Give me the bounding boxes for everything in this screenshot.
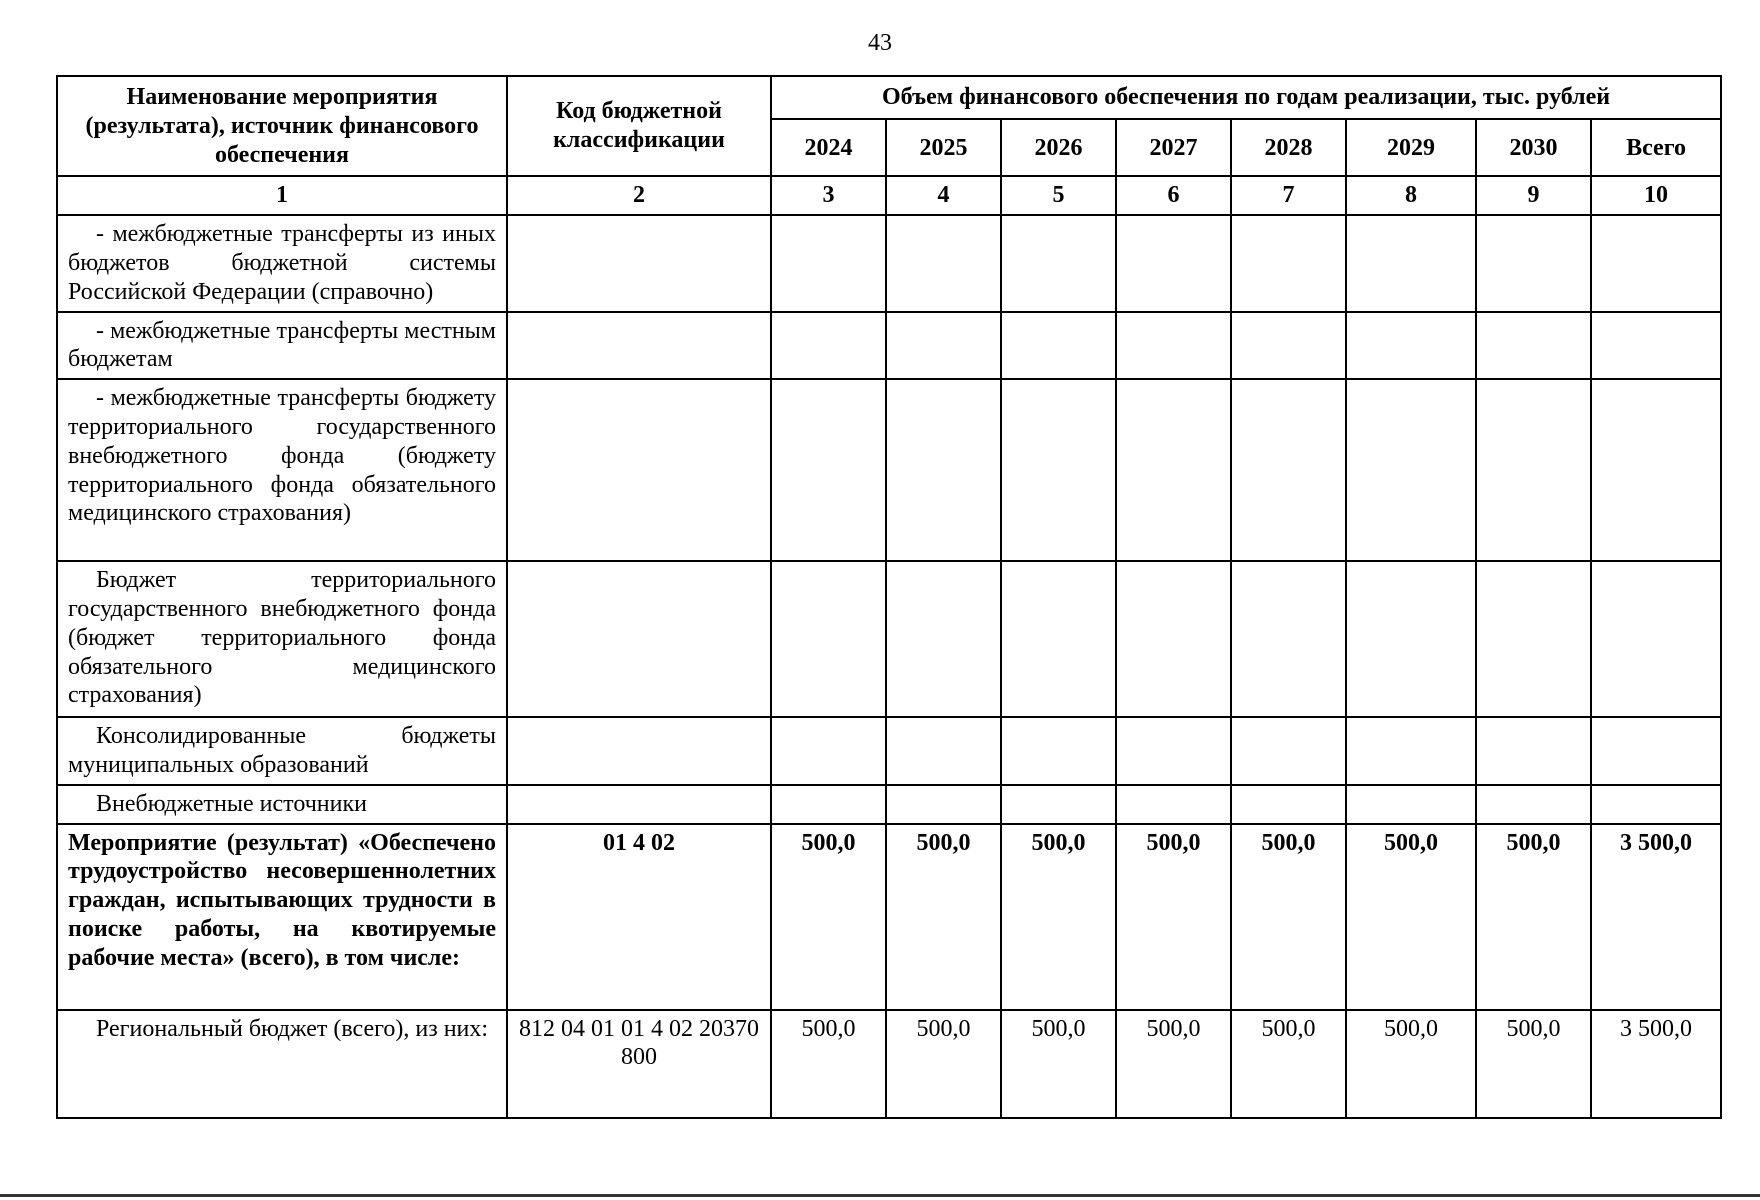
row-year-value [1116, 561, 1231, 717]
table-row [57, 561, 1721, 717]
header-name: Наименование мероприятия (результата), источник финансового обеспечения [57, 76, 507, 176]
header-total: Всего [1591, 119, 1721, 176]
column-number: 5 [1001, 176, 1116, 215]
header-financing-group: Объем финансового обеспечения по годам реализации, тыс. рублей [771, 76, 1721, 119]
row-year-value [1476, 717, 1591, 785]
row-year-value [1476, 561, 1591, 717]
row-year-value [771, 561, 886, 717]
table-row [57, 824, 1721, 1010]
row-code [507, 312, 771, 380]
row-total-value [1591, 312, 1721, 380]
row-year-value [1116, 717, 1231, 785]
table-row [57, 312, 1721, 380]
row-name: - межбюджетные трансферты местным бюджетам [57, 312, 507, 380]
row-year-value [771, 785, 886, 824]
page-number: 43 [868, 30, 892, 56]
row-year-value [886, 717, 1001, 785]
row-code: 812 04 01 01 4 02 20370 800 [507, 1010, 771, 1118]
row-name: Региональный бюджет (всего), из них: [57, 1010, 507, 1118]
table-row [57, 785, 1721, 824]
row-year-value: 500,0 [1476, 824, 1591, 1010]
row-year-value: 500,0 [1116, 824, 1231, 1010]
row-year-value: 500,0 [771, 1010, 886, 1118]
row-year-value [886, 379, 1001, 561]
header-year: 2027 [1116, 119, 1231, 176]
column-number: 2 [507, 176, 771, 215]
row-year-value [1346, 717, 1476, 785]
table-row [57, 1010, 1721, 1118]
row-year-value [1116, 379, 1231, 561]
row-year-value: 500,0 [1346, 1010, 1476, 1118]
header-year: 2028 [1231, 119, 1346, 176]
row-year-value [1476, 379, 1591, 561]
row-year-value [1116, 785, 1231, 824]
row-year-value: 500,0 [1116, 1010, 1231, 1118]
row-total-value [1591, 785, 1721, 824]
table-row [57, 379, 1721, 561]
row-year-value [1231, 312, 1346, 380]
row-year-value [886, 215, 1001, 311]
row-name: Мероприятие (результат) «Обеспечено трудоустройство несовершеннолетних граждан, испытывающих трудности в поиске работы, на квотируемые рабочие места» (всего), в том числе: [57, 824, 507, 1010]
financing-table [56, 75, 1722, 1119]
row-year-value: 500,0 [886, 1010, 1001, 1118]
row-total-value [1591, 215, 1721, 311]
row-name: Внебюджетные источники [57, 785, 507, 824]
column-number: 3 [771, 176, 886, 215]
header-year: 2026 [1001, 119, 1116, 176]
header-year: 2024 [771, 119, 886, 176]
header-year: 2029 [1346, 119, 1476, 176]
row-year-value [886, 312, 1001, 380]
footer-divider [0, 1194, 1760, 1197]
row-code [507, 215, 771, 311]
row-code [507, 379, 771, 561]
row-name: - межбюджетные трансферты бюджету территориального государственного внебюджетного фонда (бюджету территориального фонда обязательного медицинского страхования) [57, 379, 507, 561]
row-name: Бюджет территориального государственного внебюджетного фонда (бюджет территориального фонда обязательного медицинского страхования) [57, 561, 507, 717]
row-year-value [1346, 785, 1476, 824]
header-code: Код бюджетной классификации [507, 76, 771, 176]
row-name: - межбюджетные трансферты из иных бюджетов бюджетной системы Российской Федерации (справочно) [57, 215, 507, 311]
row-year-value [1001, 312, 1116, 380]
row-year-value [1116, 215, 1231, 311]
row-year-value: 500,0 [1001, 824, 1116, 1010]
row-code: 01 4 02 [507, 824, 771, 1010]
row-year-value [1001, 785, 1116, 824]
row-year-value [1001, 717, 1116, 785]
row-year-value [1346, 215, 1476, 311]
column-number: 7 [1231, 176, 1346, 215]
row-year-value: 500,0 [771, 824, 886, 1010]
header-year: 2030 [1476, 119, 1591, 176]
column-number: 9 [1476, 176, 1591, 215]
row-year-value [1231, 717, 1346, 785]
row-year-value [1346, 379, 1476, 561]
row-year-value [886, 561, 1001, 717]
row-year-value: 500,0 [1231, 824, 1346, 1010]
row-year-value [1231, 785, 1346, 824]
row-year-value: 500,0 [1476, 1010, 1591, 1118]
row-year-value [771, 717, 886, 785]
row-year-value [771, 379, 886, 561]
column-number: 6 [1116, 176, 1231, 215]
row-total-value: 3 500,0 [1591, 824, 1721, 1010]
row-year-value [771, 312, 886, 380]
header-year: 2025 [886, 119, 1001, 176]
row-total-value [1591, 379, 1721, 561]
row-total-value [1591, 717, 1721, 785]
table-row [57, 215, 1721, 311]
row-year-value [1346, 561, 1476, 717]
row-year-value: 500,0 [886, 824, 1001, 1010]
row-year-value [886, 785, 1001, 824]
row-year-value [1231, 379, 1346, 561]
table-row [57, 717, 1721, 785]
row-year-value [1476, 215, 1591, 311]
row-year-value [1116, 312, 1231, 380]
row-year-value [1231, 215, 1346, 311]
row-total-value [1591, 561, 1721, 717]
row-year-value [1001, 561, 1116, 717]
column-number: 4 [886, 176, 1001, 215]
row-code [507, 561, 771, 717]
row-year-value [1346, 312, 1476, 380]
column-number: 8 [1346, 176, 1476, 215]
row-name: Консолидированные бюджеты муниципальных образований [57, 717, 507, 785]
column-number: 10 [1591, 176, 1721, 215]
row-year-value [1001, 215, 1116, 311]
row-year-value [1476, 785, 1591, 824]
row-year-value [1476, 312, 1591, 380]
column-number: 1 [57, 176, 507, 215]
row-year-value [1231, 561, 1346, 717]
row-year-value [1001, 379, 1116, 561]
table-body [57, 215, 1721, 1117]
row-year-value: 500,0 [1346, 824, 1476, 1010]
row-code [507, 785, 771, 824]
row-year-value: 500,0 [1001, 1010, 1116, 1118]
row-code [507, 717, 771, 785]
row-total-value: 3 500,0 [1591, 1010, 1721, 1118]
row-year-value [771, 215, 886, 311]
row-year-value: 500,0 [1231, 1010, 1346, 1118]
